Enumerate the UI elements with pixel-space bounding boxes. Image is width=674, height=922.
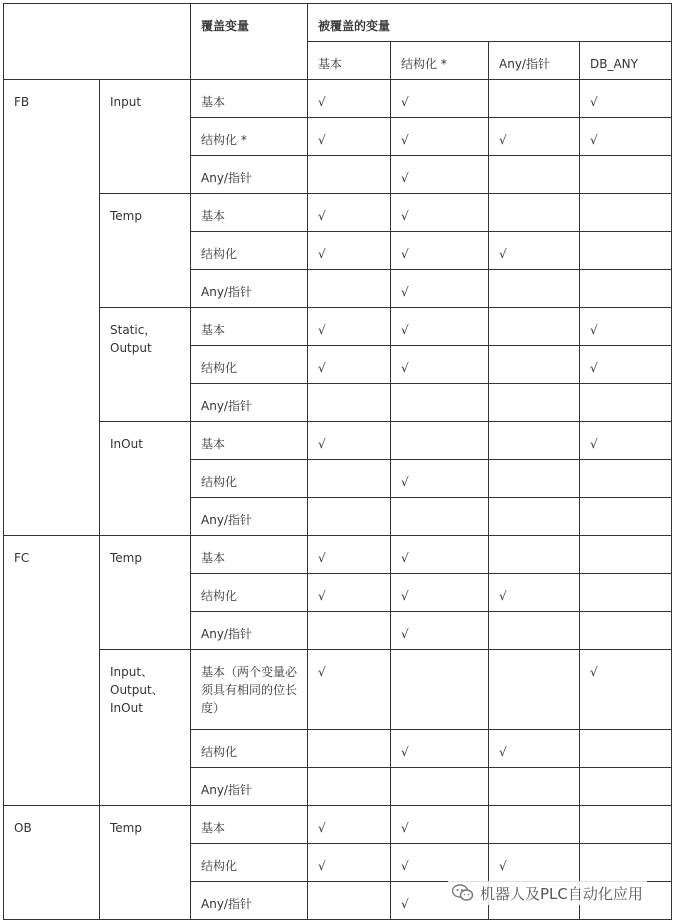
check-cell: √ (580, 118, 672, 156)
type-cell: 基本 (191, 806, 308, 844)
table-row (4, 650, 672, 730)
check-cell (308, 612, 391, 650)
override-compat-table (3, 3, 672, 920)
check-cell: √ (308, 844, 391, 882)
check-cell: √ (489, 118, 580, 156)
check-cell (308, 882, 391, 920)
check-cell: √ (391, 882, 489, 920)
check-cell (489, 806, 580, 844)
check-cell: √ (391, 806, 489, 844)
check-cell (308, 384, 391, 422)
check-cell: √ (391, 346, 489, 384)
check-cell: √ (489, 232, 580, 270)
check-cell (489, 384, 580, 422)
check-cell: √ (489, 844, 580, 882)
check-cell: √ (391, 536, 489, 574)
check-cell: √ (391, 308, 489, 346)
check-cell (580, 806, 672, 844)
check-cell (489, 498, 580, 536)
check-cell (391, 768, 489, 806)
check-cell (489, 346, 580, 384)
check-cell (580, 232, 672, 270)
type-cell: 结构化 (191, 232, 308, 270)
check-cell: √ (308, 346, 391, 384)
check-cell: √ (308, 232, 391, 270)
check-cell: √ (391, 844, 489, 882)
table-row (4, 308, 672, 346)
group-cell: InOut (100, 422, 191, 536)
type-cell: Any/指针 (191, 498, 308, 536)
check-cell (308, 768, 391, 806)
check-cell (580, 460, 672, 498)
check-cell: √ (391, 194, 489, 232)
table-row (4, 80, 672, 118)
group-cell: Input、Output、InOut (100, 650, 191, 806)
group-cell: Temp (100, 536, 191, 650)
check-cell: √ (580, 346, 672, 384)
type-cell: 结构化 * (191, 118, 308, 156)
check-cell (489, 156, 580, 194)
block-cell: OB (4, 806, 100, 920)
check-cell (580, 270, 672, 308)
check-cell: √ (308, 80, 391, 118)
check-cell: √ (308, 806, 391, 844)
check-cell: √ (391, 574, 489, 612)
check-cell (308, 460, 391, 498)
header-sub-dbany: DB_ANY (580, 42, 672, 80)
type-cell: 基本 (191, 536, 308, 574)
type-cell: Any/指针 (191, 270, 308, 308)
check-cell (391, 498, 489, 536)
check-cell: √ (391, 270, 489, 308)
check-cell (580, 536, 672, 574)
check-cell (580, 384, 672, 422)
check-cell (391, 422, 489, 460)
check-cell (308, 498, 391, 536)
type-cell: 结构化 (191, 460, 308, 498)
table-row (4, 806, 672, 844)
table-row (4, 194, 672, 232)
check-cell: √ (391, 156, 489, 194)
check-cell (580, 156, 672, 194)
type-cell: 基本（两个变量必须具有相同的位长度） (191, 650, 308, 730)
check-cell: √ (308, 650, 391, 730)
check-cell: √ (580, 422, 672, 460)
type-cell: 结构化 (191, 574, 308, 612)
type-cell: 结构化 (191, 844, 308, 882)
check-cell (489, 768, 580, 806)
check-cell: √ (308, 574, 391, 612)
check-cell: √ (580, 650, 672, 730)
check-cell (580, 194, 672, 232)
group-cell: Static，Output (100, 308, 191, 422)
check-cell (580, 574, 672, 612)
check-cell (489, 536, 580, 574)
check-cell: √ (391, 460, 489, 498)
check-cell (580, 730, 672, 768)
type-cell: 基本 (191, 194, 308, 232)
header-sub-struct: 结构化 * (391, 42, 489, 80)
type-cell: Any/指针 (191, 768, 308, 806)
watermark (448, 881, 647, 905)
header-sub-basic: 基本 (308, 42, 391, 80)
check-cell (489, 422, 580, 460)
type-cell: 基本 (191, 422, 308, 460)
check-cell (489, 612, 580, 650)
check-cell: √ (308, 422, 391, 460)
check-cell: √ (580, 80, 672, 118)
watermark-text: 机器人及PLC自动化应用 (480, 884, 643, 903)
check-cell: √ (308, 118, 391, 156)
check-cell: √ (580, 308, 672, 346)
table-row (4, 536, 672, 574)
header-sub-any: Any/指针 (489, 42, 580, 80)
check-cell: √ (391, 118, 489, 156)
check-cell: √ (308, 308, 391, 346)
group-cell: Input (100, 80, 191, 194)
type-cell: 结构化 (191, 346, 308, 384)
check-cell: √ (391, 730, 489, 768)
type-cell: 结构化 (191, 730, 308, 768)
check-cell (580, 498, 672, 536)
type-cell: Any/指针 (191, 612, 308, 650)
check-cell (391, 650, 489, 730)
table-row (4, 422, 672, 460)
header-overridden-var: 被覆盖的变量 (308, 4, 672, 42)
check-cell (489, 80, 580, 118)
check-cell (308, 270, 391, 308)
check-cell (308, 730, 391, 768)
check-cell: √ (308, 194, 391, 232)
check-cell: √ (489, 574, 580, 612)
type-cell: Any/指针 (191, 882, 308, 920)
check-cell (308, 156, 391, 194)
check-cell (489, 460, 580, 498)
type-cell: 基本 (191, 308, 308, 346)
check-cell (489, 270, 580, 308)
header-corner (4, 4, 191, 80)
type-cell: Any/指针 (191, 384, 308, 422)
type-cell: Any/指针 (191, 156, 308, 194)
block-cell: FB (4, 80, 100, 536)
type-cell: 基本 (191, 80, 308, 118)
check-cell (489, 194, 580, 232)
check-cell (580, 768, 672, 806)
check-cell: √ (391, 80, 489, 118)
header-override-var: 覆盖变量 (191, 4, 308, 80)
check-cell: √ (308, 536, 391, 574)
check-cell (580, 612, 672, 650)
group-cell: Temp (100, 806, 191, 920)
group-cell: Temp (100, 194, 191, 308)
check-cell (489, 308, 580, 346)
check-cell: √ (391, 612, 489, 650)
check-cell (391, 384, 489, 422)
check-cell (489, 650, 580, 730)
check-cell: √ (391, 232, 489, 270)
block-cell: FC (4, 536, 100, 806)
check-cell (580, 844, 672, 882)
check-cell: √ (489, 730, 580, 768)
wechat-icon (452, 884, 474, 902)
